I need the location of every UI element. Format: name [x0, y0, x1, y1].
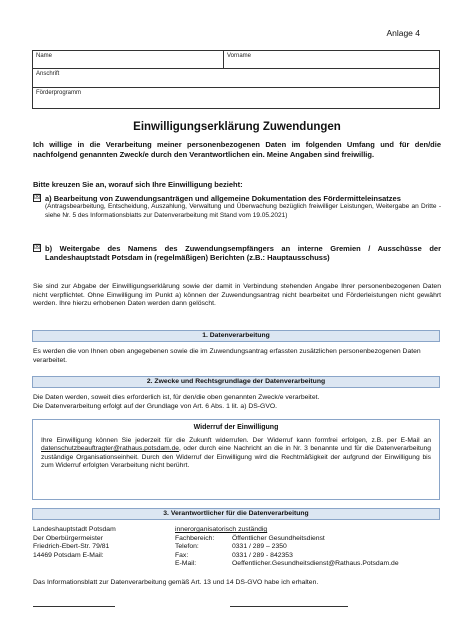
applicant-form	[32, 50, 440, 109]
page-title: Einwilligungserklärung Zuwendungen	[133, 121, 341, 133]
controller-address	[33, 526, 116, 560]
instruction-text: Bitte kreuzen Sie an, worauf sich Ihre Einwilligung bezieht:	[33, 180, 243, 189]
section-1-header: 1. Datenverarbeitung	[32, 330, 440, 342]
foerderprogramm-row	[33, 88, 439, 108]
footer-note: Das Informationsblatt zur Datenverarbeitung gemäß Art. 13 und 14 DS-GVO habe ich erhalten.	[33, 579, 319, 586]
responsible-unit	[175, 526, 399, 569]
signature-line[interactable]	[230, 606, 348, 607]
option-a-detail: (Antragsbearbeitung, Entscheidung, Auszahlung, Verwaltung und Überwachung bezüglich freiwilliger Leistungen, Weitergabe an Dritte - siehe Nr. 5 des Informationsblatts zur Datenverarbeitung mit Stand vom 19.05.2021)	[45, 203, 441, 219]
address-line: Friedrich-Ebert-Str. 79/81	[33, 543, 110, 550]
option-b	[33, 244, 441, 263]
contact-key: Fax:	[175, 551, 189, 559]
annex-label: Anlage 4	[386, 28, 420, 38]
contact-key: Fachbereich:	[175, 534, 215, 542]
foerderprogramm-label: Förderprogramm	[36, 90, 82, 96]
section-2-text-line-1: Die Daten werden, soweit dies erforderlich ist, für den/die oben genannten Zweck/e verarbeitet.	[33, 394, 320, 401]
widerruf-text-post: , oder durch eine Nachricht an die in Nr. 3 benannte und für die Datenverarbeitung zuständige Organisationseinheit. Durch den Widerruf der Einwilligung wird die Rechtmäßigkeit der aufgrund der Einwilligung bis zum Widerruf erfolgten Verarbeitung nicht berührt.	[41, 445, 431, 469]
contact-value: Öffentlicher Gesundheitsdienst	[232, 534, 325, 542]
section-2-text	[33, 394, 441, 411]
section-3-header: 3. Verantwortlicher für die Datenverarbeitung	[32, 508, 440, 520]
vorname-label: Vorname	[227, 53, 252, 59]
date-signature-line[interactable]	[33, 606, 115, 607]
contact-row-telefon	[175, 543, 399, 552]
address-line: Landeshauptstadt Potsdam	[33, 526, 116, 533]
widerruf-title: Widerruf der Einwilligung	[193, 424, 279, 431]
section-2-header: 2. Zwecke und Rechtsgrundlage der Datenverarbeitung	[32, 376, 440, 388]
voluntary-paragraph: Sie sind zur Abgabe der Einwilligungserklärung sowie der damit in Verbindung stehenden Angabe Ihrer personenbezogenen Daten nicht verpflichtet. Ohne Einwilligung im Punkt a) können der Zuwendungsantrag nicht bearbeitet und Förderleistungen nicht gewährt werden. Ihre hierzu erhobenen Daten werden dann gelöscht.	[33, 283, 441, 307]
contact-row-email	[175, 560, 399, 569]
responsible-unit-heading: innerorganisatorisch zuständig	[175, 526, 268, 533]
contact-key: E-Mail:	[175, 560, 197, 567]
option-a-checkbox[interactable]: ☒	[34, 194, 41, 201]
option-b-title: b) Weitergabe des Namens des Zuwendungsempfängers an interne Gremien / Ausschüsse der Landeshauptstadt Potsdam in (regelmäßigen) Berichten (z.B.: Hauptausschuss)	[45, 244, 441, 263]
name-row	[33, 51, 439, 69]
consent-text: Ich willige in die Verarbeitung meiner personenbezogenen Daten im folgenden Umfang und für den/die nachfolgend genannten Zweck/e durch den Verantwortlichen ein. Meine Angaben sind freiwillig.	[33, 140, 441, 159]
vorname-field[interactable]	[224, 51, 439, 68]
name-label: Name	[36, 53, 53, 59]
foerderprogramm-field[interactable]	[33, 88, 439, 108]
anschrift-row	[33, 69, 439, 88]
anschrift-label: Anschrift	[36, 71, 60, 77]
contact-row-fachbereich	[175, 535, 399, 544]
anschrift-field[interactable]	[33, 69, 439, 87]
address-line: Der Oberbürgermeister	[33, 534, 103, 542]
section-1-text: Es werden die von Ihnen oben angegebenen sowie die im Zuwendungsantrag erfassten zusätzlichen personenbezogenen Daten verarbeitet.	[33, 348, 421, 364]
dpo-email-link[interactable]: datenschutzbeauftragter@rathaus.potsdam.de	[41, 445, 180, 453]
name-field[interactable]	[33, 51, 224, 68]
widerruf-text-pre: Ihre Einwilligung können Sie jederzeit für die Zukunft widerrufen. Der Widerruf kann formfrei erfolgen, z.B. per E-Mail an	[41, 437, 431, 444]
option-b-checkbox[interactable]: ☒	[34, 244, 41, 251]
section-2-text-line-2: Die Datenverarbeitung erfolgt auf der Grundlage von Art. 6 Abs. 1 lit. a) DS-GVO.	[33, 402, 278, 410]
contact-value: 0331 / 289 – 2350	[232, 543, 287, 550]
contact-key: Telefon:	[175, 543, 199, 550]
widerruf-text	[41, 437, 431, 470]
contact-row-fax	[175, 552, 399, 561]
widerruf-box	[32, 419, 440, 500]
contact-email-link[interactable]: Oeffentlicher.Gesundheitsdienst@Rathaus.Potsdam.de	[232, 560, 399, 567]
address-line: 14469 Potsdam E-Mail:	[33, 551, 104, 559]
contact-value: 0331 / 289 - 842353	[232, 551, 293, 559]
option-a	[33, 194, 441, 220]
option-a-title: a) Bearbeitung von Zuwendungsanträgen und allgemeine Dokumentation des Fördermitteleinsatzes	[45, 194, 401, 203]
